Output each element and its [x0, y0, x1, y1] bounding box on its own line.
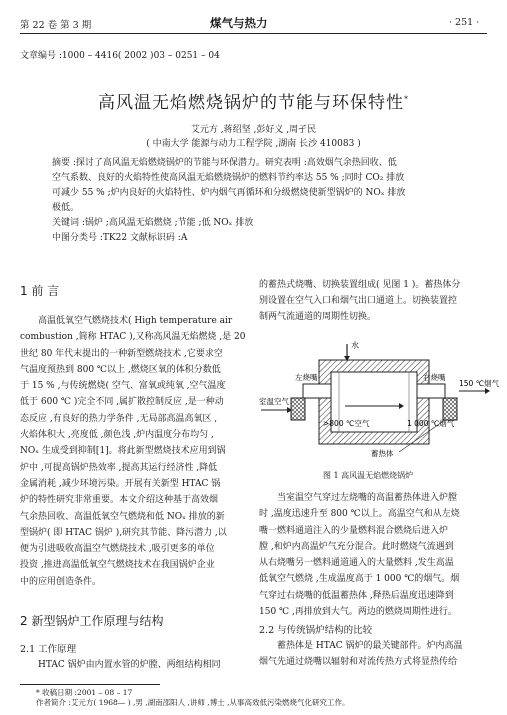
- body-line: 中的应用创造条件。: [20, 576, 102, 587]
- body-line: 世纪 80 年代末提出的一种新型燃烧技术 ,它要求空: [20, 348, 223, 359]
- label-air-in: 室温空气: [259, 397, 289, 406]
- footnote-rule: [20, 684, 160, 685]
- body-line: 的蓄热式烧嘴、切换装置组成( 见图 1 )。蓄热体分: [259, 280, 461, 290]
- body-line: 别设置在空气入口和烟气出口通道上。切换装置控: [259, 296, 458, 306]
- abstract-block: [52, 156, 464, 246]
- section-1-heading: 1 前 言: [20, 284, 60, 298]
- footnote-received: * 收稿日期 :2001 – 08 – 17: [36, 688, 133, 697]
- body-line: 从右烧嘴另一燃料通道通入的大量燃料 ,发生高温: [259, 558, 454, 569]
- body-line: 火焰体积大 ,亮度低 ,颜色浅 ,炉内温度分布均匀 ,: [20, 430, 214, 441]
- abstract-line: 极低。: [52, 203, 80, 213]
- body-line: 低氧空气燃烧 ,生成温度高于 1 000 ℃的烟气。烟: [259, 574, 460, 585]
- abstract-line: 空气系数、良好的火焰特性使高风温无焰燃烧锅炉的燃料节约率达 55 % ;同时 CO₂ 排放: [52, 173, 405, 183]
- body-line: 炉的特性研究非常重要。本文介绍这种基于高效烟: [20, 495, 219, 506]
- body-line: 型锅炉( 即 HTAC 锅炉 ),研究其节能、降污潜力 ,以: [20, 527, 227, 538]
- keywords: 关键词 :锅炉 ;高风温无焰燃烧 ;节能 ;低 NOₓ 排放: [52, 218, 254, 228]
- label-right-burner: 右烧嘴: [423, 373, 446, 382]
- title-text: 高风温无焰燃烧锅炉的节能与环保特性: [98, 93, 404, 113]
- figure-1-caption: 图 1 高风温无焰燃烧锅炉: [323, 471, 414, 480]
- classification: 中图分类号 :TK22 文献标识码 :A: [52, 233, 188, 243]
- body-line: 金属消耗 ,减少环境污染。开展有关新型 HTAC 锅: [20, 478, 221, 489]
- body-line: 蓄热体是 HTAC 锅炉的最关键部件。炉内高温: [277, 641, 463, 651]
- body-line: 态反应 ,有良好的热力学条件 ,无局部高温高氧区 ,: [20, 413, 218, 424]
- authors: 艾元方 ,蒋绍坚 ,彭好义 ,周孑民: [190, 125, 317, 135]
- subsection-2-2-body: [259, 638, 487, 671]
- right-regenerator: [443, 398, 457, 420]
- body-line: 150 ℃ ,再排放到大气。两边的燃烧周期性进行。: [259, 607, 457, 618]
- body-line: 嘴一燃料通道注入的少量燃料混合燃烧后进入炉: [259, 525, 449, 536]
- body-line: 于 15 % ,与传统燃烧( 空气、富氧或纯氧 ,空气温度: [20, 381, 226, 392]
- issue-info: 第 22 卷 第 3 期: [20, 20, 92, 31]
- body-line: 低于 600 ℃ )完全不同 ,属扩散控制反应 ,是一种动: [20, 397, 224, 408]
- header-rule: [20, 33, 487, 34]
- subsection-2-2-heading: 2.2 与传统锅炉结构的比较: [259, 625, 373, 636]
- label-flue-out: 150 ℃烟气: [459, 379, 500, 388]
- label-regenerator: 蓄热体: [371, 449, 394, 458]
- body-line: 烟气先通过烧嘴以辐射和对流传热方式将显热传给: [259, 657, 458, 668]
- section-2-heading: 2 新型锅炉工作原理与结构: [20, 614, 164, 628]
- affiliation: ( 中南大学 能源与动力工程学院 ,湖南 长沙 410083 ): [146, 139, 361, 149]
- body-line: 气余热回收、高温低氧空气燃烧和低 NOₓ 排放的新: [20, 511, 225, 522]
- body-line: 高温低氧空气燃烧技术( High temperature air: [38, 316, 233, 326]
- footnote-author: 作者简介 :艾元方( 1968— ) ,男 ,湖南邵阳人 ,讲师 ,博士 ,从事高效低污染燃烧气化研究工作。: [36, 698, 350, 707]
- subsection-2-1-heading: 2.1 工作原理: [20, 644, 77, 655]
- label-left-burner: 左烧嘴: [295, 373, 318, 382]
- left-regenerator: [291, 398, 305, 420]
- right-burner: [417, 384, 445, 398]
- body-line: NOₓ 生成受到抑制[1]。将此新型燃烧技术应用到锅: [20, 446, 226, 457]
- right-column-intro: [259, 277, 487, 325]
- label-water: 水: [351, 341, 359, 350]
- body-line: 便为引进吸收高温空气燃烧技术 ,吸引更多的单位: [20, 544, 215, 555]
- title-footnote-mark: *: [404, 94, 409, 104]
- page-number: · 251 ·: [449, 17, 480, 28]
- abstract-line: 摘要 :探讨了高风温无焰燃烧锅炉的节能与环保潜力。研究表明 :高效烟气余热回收、低: [52, 158, 397, 168]
- flue-out-arrow-head: [485, 388, 490, 394]
- body-line: combustion ,简称 HTAC ),又称高风温无焰燃烧 ,是 20: [20, 332, 246, 343]
- body-line: 气穿过右烧嘴的低温蓄热体 ,释热后温度迅速降到: [259, 590, 454, 601]
- section-1-body: [20, 313, 248, 590]
- left-burner: [303, 384, 331, 398]
- body-line: 膛 ,和炉内高温炉气充分混合。此时燃烧气流遇到: [259, 541, 454, 552]
- body-line: 气温度预热到 800 ℃以上 ,燃烧区氧的体积分数低: [20, 364, 221, 375]
- label-air-800: >800 ℃空气: [323, 419, 370, 428]
- body-line: 时 ,温度迅速升至 800 ℃以上。高温空气和从左烧: [259, 509, 460, 520]
- figure-1-diagram: [259, 336, 500, 466]
- article-number: 文章编号 :1000 – 4416( 2002 )03 – 0251 – 04: [20, 51, 220, 61]
- body-line: 投资 ,推进高温低氧空气燃烧技术在我国锅炉企业: [20, 560, 215, 571]
- body-line: 炉中 ,可提高锅炉热效率 ,提高其运行经济性 ,降低: [20, 462, 218, 473]
- right-column-body: [259, 490, 487, 620]
- body-line: 制两气流通道的周期性切换。: [259, 312, 377, 322]
- label-flue-1000: 1 000 ℃烟气: [407, 419, 455, 428]
- journal-name: 煤气与热力: [210, 16, 268, 30]
- body-line: 当室温空气穿过左烧嘴的高温蓄热体进入炉膛: [277, 493, 458, 503]
- paper-title: [0, 88, 507, 113]
- abstract-line: 可减少 55 % ;炉内良好的火焰特性、炉内烟气再循环和分级燃烧使新型锅炉的 NOₓ 排放: [52, 188, 406, 198]
- subsection-2-1-line: HTAC 锅炉由内置水管的炉膛、两组结构相同: [38, 660, 221, 670]
